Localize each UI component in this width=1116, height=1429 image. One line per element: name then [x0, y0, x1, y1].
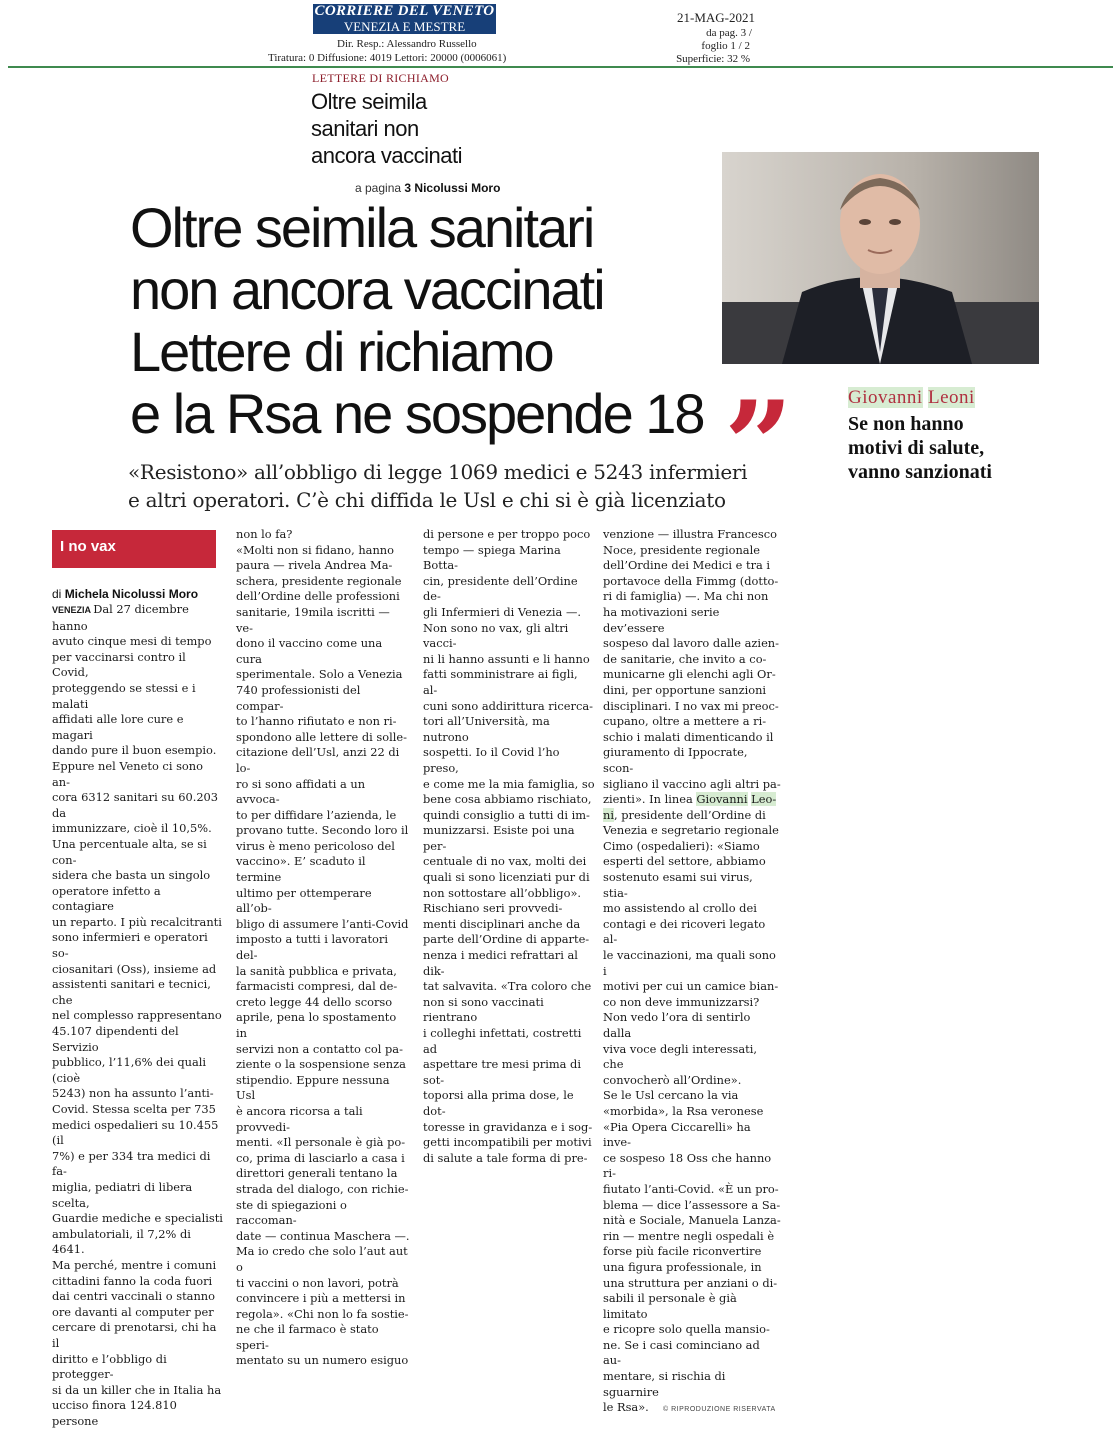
text-line: Noce, presidente regionale — [603, 542, 760, 557]
text-line: fatti somministrare ai figli, al- — [423, 667, 578, 697]
text-line: Cimo (ospedalieri): «Siamo — [603, 838, 760, 853]
quote-line: motivi di salute, — [848, 437, 985, 459]
column-3-text — [423, 527, 595, 1166]
text-line: quali si sono licenziati pur di — [423, 870, 590, 885]
text-line: immunizzare, cioè il 10,5%. — [52, 821, 212, 836]
text-line: Rischiano seri provvedi- — [423, 901, 563, 916]
article-column-3 — [423, 527, 595, 1166]
text-line: si da un killer che in Italia ha — [52, 1382, 222, 1397]
text-line: Se le Usl cercano la via — [603, 1088, 739, 1103]
circulation-line: Tiratura: 0 Diffusione: 4019 Lettori: 20000 (0006061) — [268, 52, 507, 64]
publication-date: 21-MAG-2021 — [677, 10, 755, 25]
text-line: ciosanitari (Oss), insieme ad — [52, 961, 217, 976]
headline-line: Lettere di richiamo — [130, 320, 553, 383]
text-line: schera, presidente regionale — [236, 573, 402, 588]
text-line: pubblico, l’11,6% dei quali (cioè — [52, 1055, 207, 1085]
text-line: to l’hanno rifiutato e non ri- — [236, 714, 397, 729]
text-line: ne che il farmaco è stato speri- — [236, 1322, 379, 1352]
text-line: de sanitarie, che invito a co- — [603, 651, 767, 666]
text-line: medici ospedalieri su 10.455 (il — [52, 1117, 219, 1148]
text-line: provano tutte. Secondo loro il — [236, 823, 409, 838]
text-line: non sottostare all’obbligo». — [423, 885, 582, 900]
column-2-text — [236, 527, 410, 1369]
text-line: venzione — illustra Francesco — [603, 527, 777, 541]
byline-author: Michela Nicolussi Moro — [64, 587, 199, 601]
text-line: Guardie mediche e specialisti — [52, 1211, 223, 1226]
text-line: sperimentale. Solo a Venezia — [236, 667, 403, 682]
headline-line: Oltre seimila sanitari — [130, 196, 594, 259]
text-line: ziente o la sospensione senza — [236, 1057, 406, 1072]
text-line: ri di famiglia) —. Ma chi non — [603, 589, 769, 604]
text-line: regola». «Chi non lo fa sostie- — [236, 1306, 409, 1321]
column-4-text-b — [603, 823, 781, 1416]
text-line: vaccino». E’ scaduto il termine — [236, 854, 366, 885]
text-line: sostenuto esami sui virus, stia- — [603, 870, 753, 900]
text-line: direttori generali tentano la — [236, 1166, 398, 1181]
text-line: 45.107 dipendenti del Servizio — [52, 1024, 179, 1054]
text-line: la sanità pubblica e privata, — [236, 963, 397, 978]
text-line: sanitarie, 19mila iscritti — ve- — [236, 604, 390, 635]
text-line: toporsi alla prima dose, le dot- — [423, 1088, 574, 1118]
text-line: nità e Sociale, Manuela Lanza- — [603, 1213, 781, 1228]
text-line: una figura professionale, in — [603, 1259, 762, 1274]
text-line: ha motivazioni serie dev’essere — [603, 604, 720, 635]
text-line: bene cosa abbiamo rischiato, — [423, 792, 592, 807]
text-line: menti disciplinari anche da — [423, 916, 581, 931]
text-line: esperti del settore, abbiamo — [603, 854, 766, 869]
highlighted-name: Leo- — [751, 792, 777, 807]
subhead-line: e altri operatori. C’è chi diffida le Usl e chi si è già licenziato — [128, 488, 726, 512]
text-line: «Molti non si fidano, hanno — [236, 542, 395, 557]
headline-line: e la Rsa ne sospende 18 — [130, 382, 704, 445]
text-line: tat salvavita. «Tra coloro che — [423, 979, 592, 994]
masthead — [313, 4, 496, 34]
quote-line: vanno sanzionati — [848, 461, 992, 483]
copyright-notice: © RIPRODUZIONE RISERVATA — [663, 1406, 776, 1414]
text-line: sidera che basta un singolo — [52, 868, 211, 883]
text-line: dono il vaccino come una cura — [236, 636, 383, 666]
column-4-highlight-line — [603, 792, 781, 808]
main-headline — [130, 197, 720, 445]
text-line: forse più facile riconvertire — [603, 1244, 762, 1259]
text-line: Venezia e segretario regionale — [603, 823, 779, 838]
quote-mark-icon: ” — [724, 375, 794, 516]
text-line: sabili il personale è già limitato — [603, 1291, 737, 1321]
text-line: schio i malati dimenticando il — [603, 729, 774, 744]
text-line: dell’Ordine delle professioni — [236, 589, 400, 604]
text-line: ore davanti al computer per — [52, 1304, 214, 1319]
article-column-2 — [236, 527, 410, 1369]
text-line: contagi e dei ricoveri legato al- — [603, 916, 766, 947]
text-line: assistenti sanitari e tecnici, che — [52, 977, 211, 1007]
text-line: è ancora ricorsa a tali provvedi- — [236, 1103, 363, 1134]
text-line: diritto e l’obbligo di protegger- — [52, 1351, 167, 1382]
teaser-line: ancora vaccinati — [311, 143, 462, 168]
text-line: disciplinari. I no vax mi preoc- — [603, 698, 779, 713]
text-line: e ricopre solo quella mansio- — [603, 1322, 770, 1337]
text-line: viva voce degli interessati, che — [603, 1041, 757, 1072]
text-line: ce sospeso 18 Oss che hanno ri- — [603, 1150, 772, 1181]
text-fragment: zienti». In linea — [603, 792, 697, 807]
text-line: Eppure nel Veneto ci sono an- — [52, 758, 203, 789]
text-line: toresse in gravidanza e i sog- — [423, 1119, 593, 1134]
text-line: creto legge 44 dello scorso — [236, 994, 393, 1009]
text-line: «morbida», la Rsa veronese — [603, 1103, 764, 1118]
teaser-ref-prefix: a pagina — [355, 181, 402, 195]
text-line: affidati alle lore cure e magari — [52, 712, 184, 742]
text-line: munizzarsi. Esiste poi una per- — [423, 823, 575, 853]
text-line: sospetti. Io il Covid l’ho preso, — [423, 745, 560, 775]
page-reference: da pag. 3 / — [706, 27, 752, 39]
text-line: 5243) non ha assunto l’anti- — [52, 1086, 214, 1101]
article-column-4 — [603, 527, 781, 1416]
text-line: portavoce della Fimmg (dotto- — [603, 573, 779, 588]
text-line: convincere i più a mettersi in — [236, 1291, 406, 1306]
text-line: per vaccinarsi contro il Covid, — [52, 649, 186, 680]
dateline: VENEZIA — [52, 605, 94, 615]
text-line: sospeso dal lavoro dalle azien- — [603, 636, 779, 651]
text-line: getti incompatibili per motivi — [423, 1135, 592, 1150]
text-line: e come me la mia famiglia, so — [423, 776, 595, 791]
text-line: paura — rivela Andrea Ma- — [236, 558, 393, 573]
text-line: avuto cinque mesi di tempo — [52, 634, 212, 649]
text-line: operatore infetto a contagiare — [52, 883, 161, 914]
text-line: tempo — spiega Marina Botta- — [423, 542, 561, 573]
text-line: Una percentuale alta, se si con- — [52, 836, 207, 867]
text-line: ti vaccini o non lavori, potrà — [236, 1275, 399, 1290]
text-line: dando pure il buon esempio. — [52, 743, 217, 758]
text-line: fiutato l’anti-Covid. «È un pro- — [603, 1181, 779, 1196]
text-line: farmacisti compresi, dal de- — [236, 979, 398, 994]
text-line: VENEZIA Dal 27 dicembre hanno — [52, 602, 189, 633]
text-line: cora 6312 sanitari su 60.203 da — [52, 790, 219, 820]
text-line: convocherò all’Ordine». — [603, 1072, 742, 1087]
text-line: cercare di prenotarsi, chi ha il — [52, 1320, 217, 1350]
teaser-line: Oltre seimila — [311, 89, 427, 114]
text-line: ne. Se i casi cominciano ad au- — [603, 1337, 760, 1368]
masthead-edition: VENEZIA E MESTRE — [343, 19, 466, 34]
text-line: mentare, si rischia di sguarnire — [603, 1369, 726, 1399]
text-line: sigliano il vaccino agli altri pa- — [603, 776, 781, 791]
text-line: cuni sono addirittura ricerca- — [423, 698, 593, 713]
header-rule — [8, 66, 1113, 68]
subhead-line: «Resistono» all’obbligo di legge 1069 medici e 5243 infermieri — [128, 460, 748, 484]
text-line: 7%) e per 334 tra medici di fa- — [52, 1148, 211, 1179]
teaser-kicker: LETTERE DI RICHIAMO — [312, 71, 450, 85]
quote-author-first: Giovanni — [848, 387, 923, 408]
text-line: centuale di no vax, molti dei — [423, 854, 587, 869]
text-line: ste di spiegazioni o raccoman- — [236, 1197, 347, 1228]
text-line: to per diffidare l’azienda, le — [236, 807, 397, 822]
column-4-highlight-line-2 — [603, 808, 781, 824]
text-line: tori all’Università, ma nutrono — [423, 714, 550, 744]
teaser-ref-page: 3 — [404, 181, 412, 195]
teaser-ref-author: Nicolussi Moro — [414, 181, 501, 195]
text-fragment: , presidente dell’Ordine di — [613, 807, 766, 822]
text-line: aprile, pena lo spostamento in — [236, 1010, 397, 1040]
text-line: servizi non a contatto col pa- — [236, 1041, 403, 1056]
text-line: strada del dialogo, con richie- — [236, 1181, 409, 1196]
article-column-1 — [52, 602, 224, 1429]
text-line: mentato su un numero esiguo — [236, 1353, 409, 1368]
text-line: dell’Ordine dei Medici e tra i — [603, 558, 771, 573]
teaser-line: sanitari non — [311, 116, 419, 141]
text-line: virus è meno pericoloso del — [236, 838, 395, 853]
text-line: ucciso finora 124.810 persone — [52, 1398, 177, 1428]
text-line: cupano, oltre a mettere a ri- — [603, 714, 767, 729]
text-line: nenza i medici refrattari al dik- — [423, 948, 578, 978]
text-line: municarne gli elenchi agli Or- — [603, 667, 776, 682]
text-line: blema — dice l’assessore a Sa- — [603, 1197, 781, 1212]
text-line: nel complesso rappresentano — [52, 1008, 222, 1023]
text-line: le vaccinazioni, ma quali sono i — [603, 948, 776, 978]
text-line: menti. «Il personale è già po- — [236, 1135, 406, 1150]
highlighted-name: ni — [603, 807, 614, 822]
text-line: date — continua Maschera —. — [236, 1228, 410, 1243]
portrait-illustration — [722, 152, 1039, 364]
text-line: Non vedo l’ora di sentirlo dalla — [603, 1010, 751, 1040]
text-line: una struttura per anziani o di- — [603, 1275, 778, 1290]
text-line: cin, presidente dell’Ordine de- — [423, 573, 578, 604]
text-line: motivi per cui un camice bian- — [603, 979, 779, 994]
headline-line: non ancora vaccinati — [130, 258, 604, 321]
text-line: dini, per opportune sanzioni — [603, 682, 767, 697]
pull-quote — [848, 412, 1048, 484]
text-line: Ma perché, mentre i comuni — [52, 1257, 217, 1272]
text-line: ni li hanno assunti e li hanno — [423, 651, 590, 666]
text-line: miglia, pediatri di libera scelta, — [52, 1179, 193, 1210]
text-line: non si sono vaccinati rientrano — [423, 994, 544, 1025]
text-line: dai centri vaccinali o stanno — [52, 1289, 215, 1304]
sheet-number: foglio 1 / 2 — [701, 40, 750, 52]
text-line: imposto a tutti i lavoratori del- — [236, 932, 388, 963]
text-line: stipendio. Eppure nessuna Usl — [236, 1072, 390, 1103]
text-line: rin — mentre negli ospedali è — [603, 1228, 775, 1243]
director-line: Dir. Resp.: Alessandro Russello — [337, 38, 477, 50]
text-line: mo assistendo al crollo dei — [603, 901, 757, 916]
byline — [52, 587, 198, 601]
text-line: Ma io credo che solo l’aut aut o — [236, 1244, 408, 1274]
byline-prefix: di — [52, 587, 62, 601]
text-line: proteggendo se stessi e i malati — [52, 680, 196, 711]
text-line: parte dell’Ordine di apparte- — [423, 932, 590, 947]
column-4-text-a — [603, 527, 781, 792]
text-line: di persone e per troppo poco — [423, 527, 591, 541]
text-line: «Pia Opera Ciccarelli» ha inve- — [603, 1119, 751, 1150]
column-1-text — [52, 602, 224, 1429]
text-line: sono infermieri e operatori so- — [52, 930, 208, 961]
text-line: ro si sono affidati a un avvoca- — [236, 776, 366, 807]
subheadline — [128, 458, 748, 514]
text-line: gli Infermieri di Venezia —. — [423, 604, 581, 619]
quote-author — [848, 387, 975, 409]
text-line: Non sono no vax, gli altri vacci- — [423, 620, 569, 651]
surface-percentage: Superficie: 32 % — [676, 53, 750, 65]
section-label: I no vax — [60, 538, 116, 555]
text-line: giuramento di Ippocrate, scon- — [603, 745, 748, 775]
text-line: spondono alle lettere di solle- — [236, 729, 407, 744]
text-line: ultimo per ottemperare all’ob- — [236, 885, 372, 916]
text-line: non lo fa? — [236, 527, 293, 541]
text-line: co non deve immunizzarsi? — [603, 994, 760, 1009]
text-line: citazione dell’Usl, anzi 22 di lo- — [236, 745, 400, 775]
teaser-title — [311, 88, 531, 169]
text-line: 740 professionisti del compar- — [236, 682, 361, 713]
portrait-photo — [722, 152, 1039, 364]
text-line: cittadini fanno la coda fuori — [52, 1273, 213, 1288]
text-line: bligo di assumere l’anti-Covid — [236, 916, 409, 931]
quote-author-last: Leoni — [927, 387, 975, 408]
text-line: i colleghi infettati, costretti ad — [423, 1026, 582, 1056]
text-line: ambulatoriali, il 7,2% di 4641. — [52, 1226, 191, 1257]
text-line: un reparto. I più recalcitranti — [52, 914, 222, 929]
teaser-page-reference — [355, 181, 500, 195]
highlighted-name: Giovanni — [696, 792, 748, 807]
text-line: co, prima di lasciarlo a casa i — [236, 1150, 405, 1165]
text-line: le Rsa». — [603, 1400, 649, 1415]
text-line: quindi consiglio a tutti di im- — [423, 807, 590, 822]
text-line: aspettare tre mesi prima di sot- — [423, 1057, 581, 1087]
quote-line: Se non hanno — [848, 413, 964, 435]
masthead-title: CORRIERE DEL VENETO — [314, 3, 495, 19]
text-line: Covid. Stessa scelta per 735 — [52, 1102, 216, 1116]
text-line: di salute a tale forma di pre- — [423, 1150, 588, 1165]
